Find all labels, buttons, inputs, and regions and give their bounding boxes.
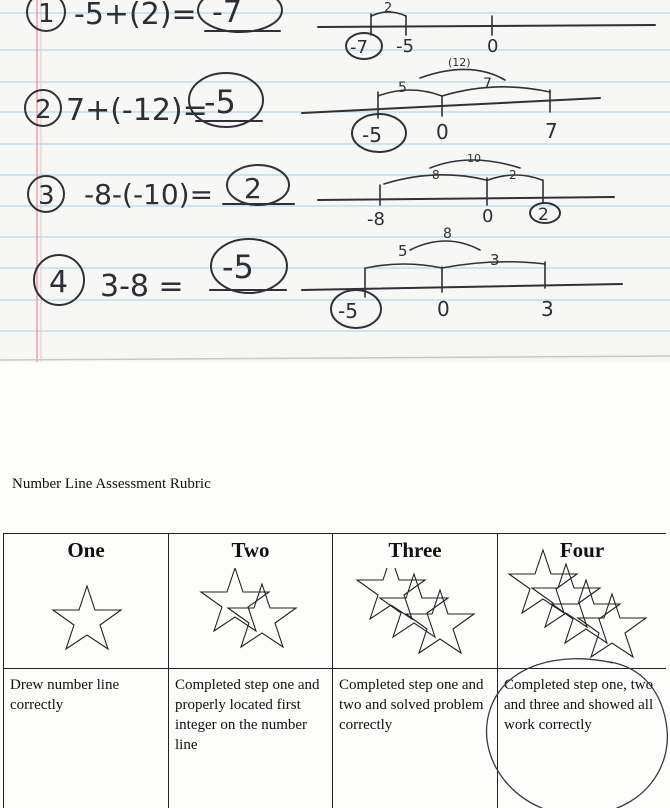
rubric-column-three (332, 533, 497, 808)
problem-number: 1 (38, 0, 55, 29)
rubric-description: Completed step one and two and solved problem correctly (333, 668, 497, 735)
homework-drawing (0, 0, 670, 362)
problem-expression: 3-8 = (100, 269, 184, 304)
star-rating (169, 568, 332, 668)
distance-label: (12) (448, 56, 471, 69)
distance-label: 2 (384, 1, 393, 16)
rubric-table (3, 533, 666, 808)
problem-expression: 7+(-12)= (66, 93, 208, 128)
problem-expression: -5+(2)= (74, 0, 197, 32)
distance-label: 5 (398, 242, 408, 260)
rubric-heading: Two (231, 538, 270, 562)
line-label: -5 (362, 123, 382, 147)
star-rating (498, 568, 666, 668)
star-icon (406, 590, 474, 653)
rubric-heading: Three (388, 538, 442, 562)
rubric-column-two (168, 533, 332, 808)
problem-expression: -8-(-10)= (84, 178, 214, 211)
line-label: 7 (545, 119, 558, 143)
homework-sheet (0, 0, 670, 362)
line-label: 0 (437, 297, 450, 321)
distance-label: 7 (483, 76, 492, 92)
problem-answer: 2 (244, 172, 262, 205)
problem-number: 3 (38, 181, 55, 211)
line-label: -7 (350, 37, 368, 58)
rubric-description: Completed step one and properly located first integer on the number line (169, 668, 332, 755)
distance-label: 3 (490, 251, 500, 269)
line-label: 3 (541, 297, 554, 321)
line-label: 0 (487, 36, 499, 57)
distance-label: 8 (432, 168, 440, 182)
problem-3 (28, 152, 614, 230)
distance-label: 5 (398, 80, 407, 96)
distance-label: 8 (443, 226, 452, 242)
rubric-heading: Four (559, 538, 605, 562)
line-label: 2 (538, 205, 549, 225)
line-label: -5 (338, 299, 358, 323)
rubric-heading: One (67, 538, 105, 562)
star-rating (4, 568, 168, 668)
problem-answer: -7 (212, 0, 242, 30)
star-icon (53, 586, 121, 649)
rubric-description: Completed step one, two and three and showed all work correctly (498, 668, 666, 735)
problem-number: 2 (35, 95, 52, 125)
problem-number: 4 (49, 265, 69, 300)
line-label: -8 (367, 209, 385, 230)
rubric-column-one (3, 533, 168, 808)
star-icon (552, 580, 620, 643)
rubric-column-four (497, 533, 666, 808)
line-label: 0 (436, 120, 449, 144)
problem-4 (34, 226, 622, 328)
problem-answer: -5 (204, 83, 236, 121)
distance-label: 10 (467, 152, 481, 165)
paper-edge (0, 356, 670, 360)
star-rating (333, 568, 497, 668)
problem-2 (25, 56, 600, 152)
star-icon (201, 568, 269, 631)
rubric-description: Drew number line correctly (4, 668, 168, 715)
star-icon (380, 574, 448, 637)
line-label: 0 (482, 206, 494, 227)
star-icon (228, 584, 296, 647)
rubric-title: Number Line Assessment Rubric (12, 476, 211, 492)
line-label: -5 (396, 36, 414, 57)
distance-label: 2 (509, 168, 517, 182)
problem-answer: -5 (222, 248, 254, 286)
